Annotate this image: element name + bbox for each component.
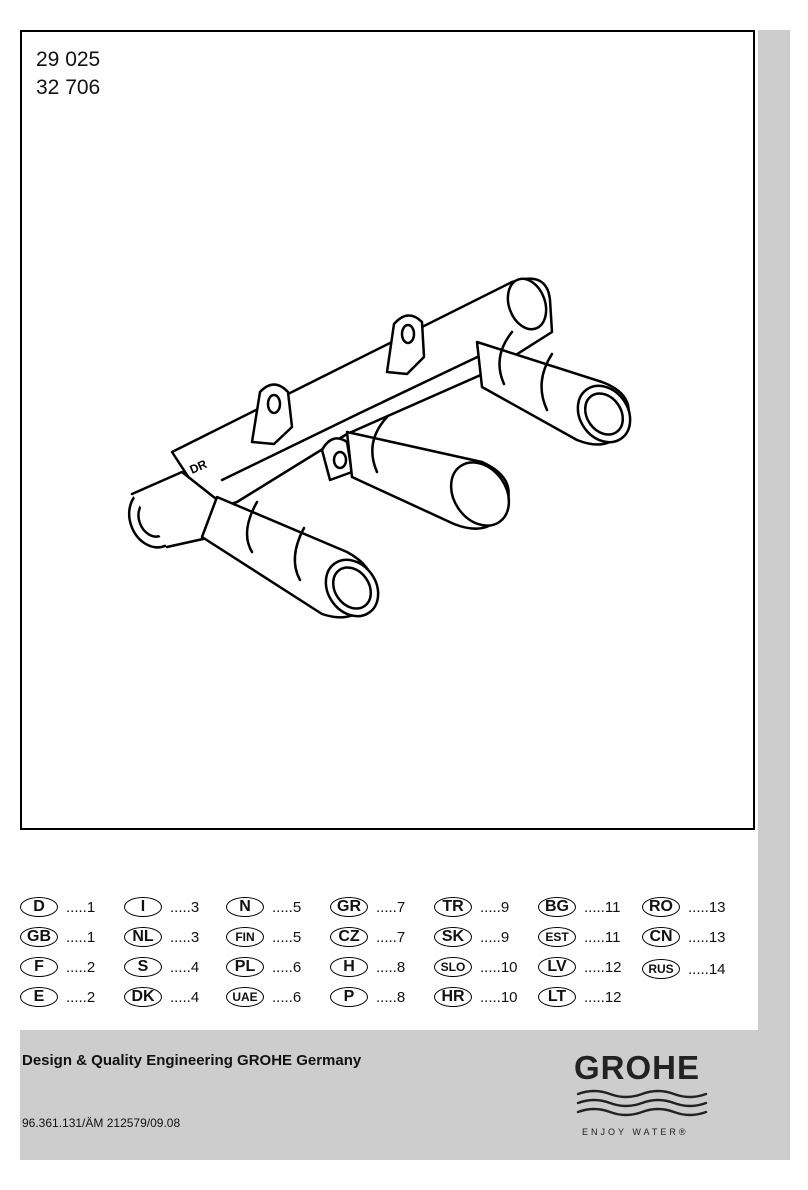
language-item	[226, 925, 301, 949]
model-number-1: 29 025	[36, 48, 101, 71]
language-page-ref: .....3	[170, 928, 200, 946]
language-item	[330, 925, 405, 949]
language-item	[642, 925, 726, 949]
language-item	[538, 955, 622, 979]
language-page-ref: .....9	[480, 898, 510, 916]
language-code-badge: HR	[434, 987, 472, 1007]
language-page-ref: .....12	[584, 988, 622, 1006]
language-page-ref: .....13	[688, 898, 726, 916]
language-item	[20, 895, 95, 919]
language-code-badge: SK	[434, 927, 472, 947]
language-page-ref: .....14	[688, 960, 726, 978]
language-page-ref: .....6	[272, 988, 302, 1006]
language-code-badge: RUS	[642, 959, 680, 979]
language-code-badge: BG	[538, 897, 576, 917]
language-item	[434, 895, 509, 919]
language-page-ref: .....10	[480, 958, 518, 976]
language-code-badge: GR	[330, 897, 368, 917]
lug-hole-under	[334, 452, 346, 468]
language-page-ref: .....11	[584, 898, 621, 916]
language-page-ref: .....3	[170, 898, 200, 916]
language-item	[226, 895, 301, 919]
language-item	[330, 985, 405, 1009]
language-code-badge: D	[20, 897, 58, 917]
language-item	[124, 955, 199, 979]
language-code-badge: LT	[538, 987, 576, 1007]
language-page-ref: .....13	[688, 928, 726, 946]
language-code-badge: E	[20, 987, 58, 1007]
language-item	[434, 955, 518, 979]
language-item	[124, 985, 199, 1009]
lug-hole-left	[268, 395, 280, 413]
language-page-ref: .....5	[272, 898, 302, 916]
language-code-badge: LV	[538, 957, 576, 977]
language-page-ref: .....4	[170, 988, 200, 1006]
language-index	[20, 895, 760, 1020]
language-page-ref: .....6	[272, 958, 302, 976]
side-gray-bar	[758, 30, 790, 1030]
logo-wordmark: GROHE	[574, 1049, 701, 1086]
language-code-badge: TR	[434, 897, 472, 917]
language-page-ref: .....1	[66, 928, 96, 946]
language-item	[20, 925, 95, 949]
language-code-badge: N	[226, 897, 264, 917]
language-item	[330, 895, 405, 919]
language-item	[124, 925, 199, 949]
language-page-ref: .....9	[480, 928, 510, 946]
language-page-ref: .....8	[376, 988, 406, 1006]
language-page-ref: .....1	[66, 898, 96, 916]
language-item	[642, 957, 726, 981]
language-code-badge: NL	[124, 927, 162, 947]
language-item	[20, 955, 95, 979]
language-item	[642, 895, 726, 919]
language-item	[538, 985, 622, 1009]
language-code-badge: RO	[642, 897, 680, 917]
language-code-badge: I	[124, 897, 162, 917]
language-code-badge: P	[330, 987, 368, 1007]
language-code-badge: EST	[538, 927, 576, 947]
language-item	[226, 955, 301, 979]
language-item	[330, 955, 405, 979]
language-item	[538, 895, 620, 919]
language-code-badge: CZ	[330, 927, 368, 947]
model-number-2: 32 706	[36, 76, 101, 99]
language-code-badge: PL	[226, 957, 264, 977]
language-item	[434, 925, 509, 949]
language-page-ref: .....2	[66, 988, 96, 1006]
manifold-drawing	[22, 32, 753, 828]
language-code-badge: DK	[124, 987, 162, 1007]
language-page-ref: .....5	[272, 928, 302, 946]
language-page-ref: .....10	[480, 988, 518, 1006]
language-code-badge: GB	[20, 927, 58, 947]
language-item	[538, 925, 620, 949]
language-code-badge: CN	[642, 927, 680, 947]
language-code-badge: FIN	[226, 927, 264, 947]
language-page-ref: .....12	[584, 958, 622, 976]
language-code-badge: SLO	[434, 957, 472, 977]
language-page-ref: .....11	[584, 928, 621, 946]
language-code-badge: UAE	[226, 987, 264, 1007]
language-code-badge: S	[124, 957, 162, 977]
language-item	[20, 985, 95, 1009]
language-code-badge: F	[20, 957, 58, 977]
language-page-ref: .....8	[376, 958, 406, 976]
language-code-badge: H	[330, 957, 368, 977]
language-page-ref: .....4	[170, 958, 200, 976]
document-code: 96.361.131/ÄM 212579/09.08	[22, 1116, 181, 1130]
logo-waves-icon	[576, 1088, 711, 1120]
product-drawing-frame	[20, 30, 755, 830]
part-marking: DR	[187, 456, 210, 477]
lug-hole-right	[402, 325, 414, 343]
language-item	[434, 985, 518, 1009]
language-page-ref: .....7	[376, 898, 406, 916]
language-page-ref: .....7	[376, 928, 406, 946]
language-item	[124, 895, 199, 919]
language-page-ref: .....2	[66, 958, 96, 976]
logo-tagline: ENJOY WATER®	[582, 1127, 689, 1137]
grohe-logo	[568, 1045, 718, 1145]
language-item	[226, 985, 301, 1009]
footer-title: Design & Quality Engineering GROHE Germany	[22, 1052, 362, 1069]
